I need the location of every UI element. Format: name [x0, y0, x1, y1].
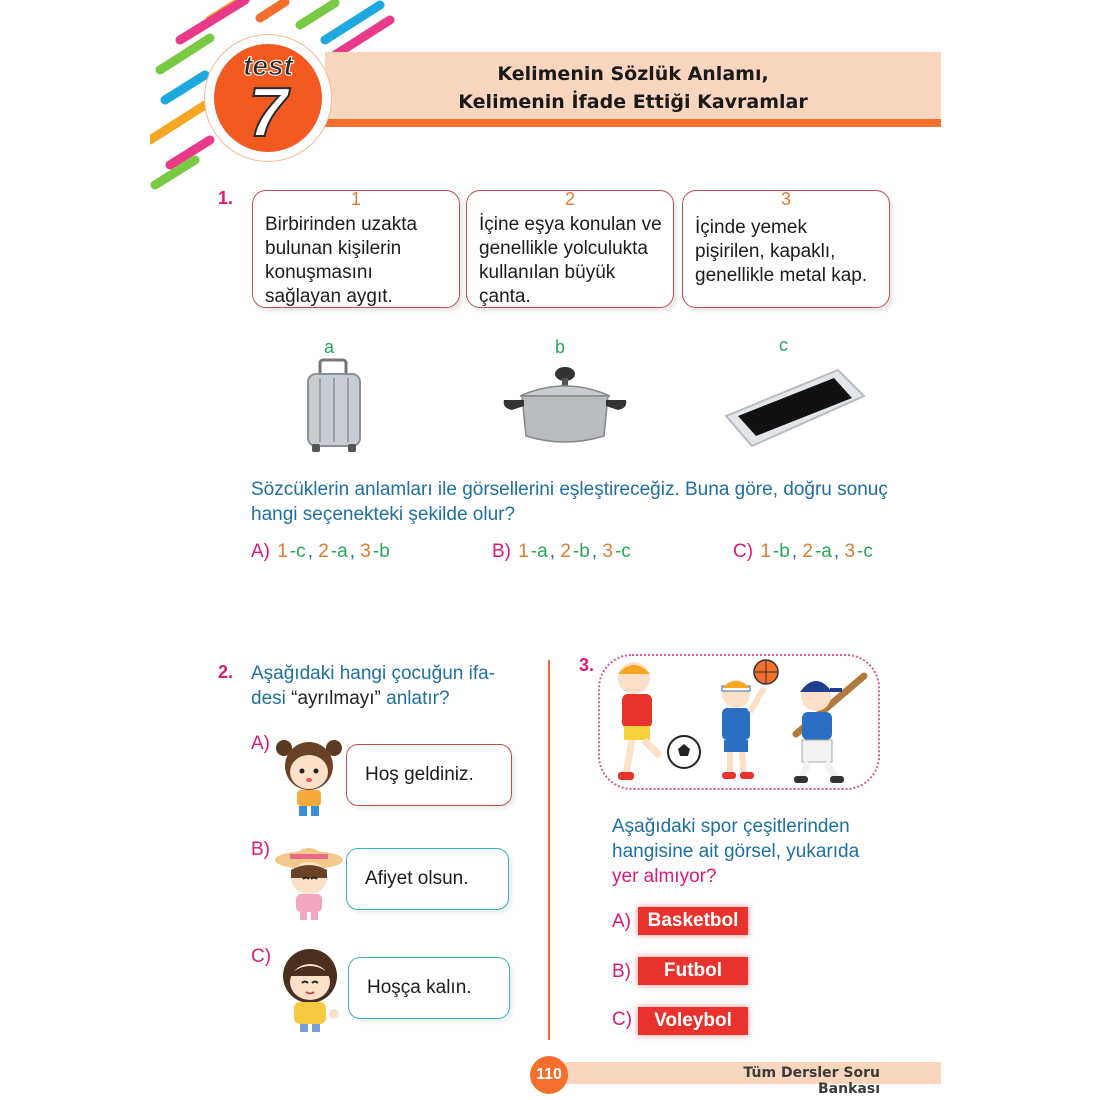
- option-2b-letter: B): [251, 839, 270, 860]
- cooking-pot-image: [500, 366, 630, 448]
- option-1c[interactable]: C) 1 -b , 2 -a , 3 -c: [733, 541, 873, 562]
- definition-card-3: [682, 190, 890, 308]
- pair-number: 2: [560, 541, 571, 562]
- pair-letter: -c: [857, 541, 873, 562]
- speech-text: Hoş geldiniz.: [365, 764, 474, 785]
- question-2-number: 2.: [218, 662, 234, 682]
- book-title: Tüm Dersler Soru Bankası: [743, 1065, 880, 1097]
- pair-letter: -b: [572, 541, 590, 562]
- title-line-1: Kelimenin Sözlük Anlamı,: [497, 63, 769, 85]
- option-3b-button[interactable]: Futbol: [638, 957, 748, 985]
- smartphone-image: [720, 366, 868, 450]
- card-number: 1: [350, 189, 361, 209]
- question-1-text: Sözcüklerin anlamları ile görsellerini eşleştireceğiz. Buna göre, doğru sonuç hangi seçenekteki şekilde olur?: [251, 479, 888, 525]
- girl-character-icon: [272, 734, 348, 818]
- pair-number: 3: [602, 541, 613, 562]
- definition-card-2: [466, 190, 674, 308]
- column-divider: [548, 660, 550, 1040]
- pair-letter: -b: [372, 541, 390, 562]
- pair-number: 1: [277, 541, 288, 562]
- speech-bubble-c[interactable]: [348, 957, 510, 1019]
- badge-number: 7: [248, 73, 288, 151]
- pair-number: 2: [318, 541, 329, 562]
- definition-card-1: [252, 190, 460, 308]
- test-badge: [205, 35, 331, 161]
- question-line: hangisine ait görsel, yukarıda: [612, 841, 860, 862]
- option-letter: C): [733, 541, 754, 562]
- baseball-player-icon: [786, 656, 876, 786]
- football-player-icon: [604, 656, 704, 784]
- option-3c-letter: C): [612, 1009, 633, 1030]
- option-2a-letter: A): [251, 733, 270, 754]
- option-1a[interactable]: A) 1 -c , 2 -a , 3 -b: [251, 541, 390, 562]
- card-text: İçine eşya konulan ve genellikle yolculukta kullanılan büyük çanta.: [479, 214, 662, 307]
- girl-waving-icon: [272, 946, 352, 1034]
- question-1-number: 1.: [218, 188, 234, 208]
- page-title: [325, 60, 941, 116]
- option-3c-button[interactable]: Voleybol: [638, 1007, 748, 1035]
- pair-letter: -a: [814, 541, 832, 562]
- speech-text: Hoşça kalın.: [367, 977, 472, 998]
- question-line: [251, 686, 541, 711]
- pair-number: 1: [518, 541, 529, 562]
- speech-bubble-a[interactable]: [346, 744, 512, 806]
- pair-letter: -b: [772, 541, 790, 562]
- pair-letter: -a: [530, 541, 548, 562]
- pair-number: 1: [760, 541, 771, 562]
- page-number: 110: [530, 1056, 568, 1094]
- question-3-number: 3.: [579, 655, 595, 675]
- suitcase-image: [300, 358, 368, 454]
- basketball-player-icon: [708, 656, 788, 784]
- question-line: Aşağıdaki spor çeşitlerinden: [612, 816, 850, 837]
- pair-letter: -c: [289, 541, 306, 562]
- image-label-a: a: [324, 337, 335, 357]
- option-1b[interactable]: B) 1 -a , 2 -b , 3 -c: [492, 541, 631, 562]
- question-fragment: desi: [251, 688, 292, 709]
- question-line: Aşağıdaki hangi çocuğun ifa-: [251, 663, 495, 684]
- pair-number: 3: [844, 541, 856, 562]
- card-text: Birbirinden uzakta bulunan kişilerin konuşmasını sağlayan aygıt.: [265, 214, 418, 307]
- option-3a-letter: A): [612, 911, 631, 932]
- image-label-b: b: [555, 337, 566, 357]
- option-letter: B): [492, 541, 511, 562]
- option-3b-letter: B): [612, 961, 631, 982]
- card-number: 2: [564, 189, 575, 209]
- image-label-c: c: [779, 335, 788, 355]
- speech-bubble-b[interactable]: [346, 848, 509, 910]
- pair-number: 3: [360, 541, 371, 562]
- question-2-text: [251, 661, 541, 711]
- question-line: yer almıyor?: [612, 866, 717, 887]
- title-line-2: Kelimenin İfade Ettiği Kavramlar: [458, 91, 808, 113]
- question-fragment: anlatır?: [380, 688, 450, 709]
- badge-word: test: [243, 50, 293, 81]
- speech-text: Afiyet olsun.: [365, 868, 469, 889]
- header-underline: [325, 119, 941, 127]
- pair-number: 2: [802, 541, 813, 562]
- pair-letter: -c: [614, 541, 631, 562]
- question-quote: “ayrılmayı”: [291, 688, 381, 709]
- pair-letter: -a: [330, 541, 348, 562]
- girl-with-hat-icon: [272, 838, 348, 922]
- option-3a-button[interactable]: Basketbol: [638, 907, 748, 935]
- option-letter: A): [251, 541, 270, 562]
- option-2c-letter: C): [251, 946, 272, 967]
- question-3-text: [612, 814, 912, 889]
- card-text: İçinde yemek pişirilen, kapaklı, genellikle metal kap.: [695, 217, 868, 286]
- card-number: 3: [780, 189, 791, 209]
